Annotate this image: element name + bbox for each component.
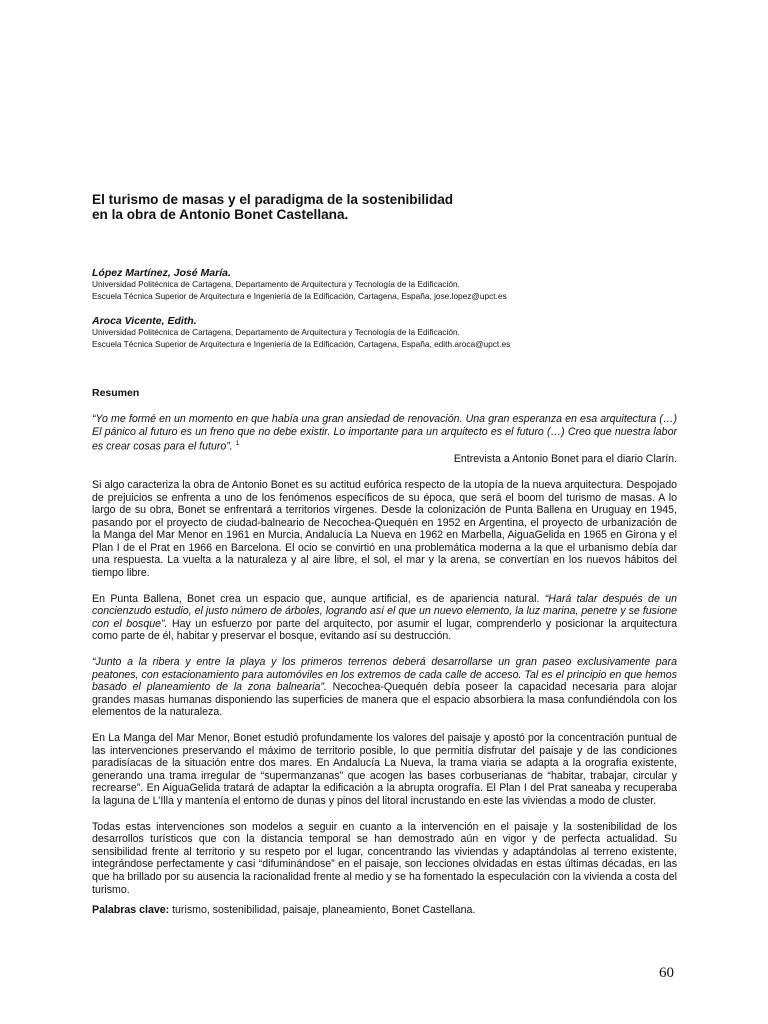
paragraph-text: Hay un esfuerzo por parte del arquitecto, por asumir el lugar, comprenderlo y posicionar la arquitectura como parte de él, habitar y preservar el bosque, evitando así su destrucción.: [92, 617, 677, 643]
paragraph-text: En Punta Ballena, Bonet crea un espacio que, aunque artificial, es de apariencia natural.: [92, 592, 545, 605]
author-name: Aroca Vicente, Edith.: [92, 315, 197, 327]
abstract-paragraph: Todas estas intervenciones son modelos a seguir en cuanto a la intervención en el paisaje y la sostenibilidad de los desarrollos turísticos que con la distancia temporal se han demostrado aún en vigor y de perfecta actualidad. Su sensibilidad frente al territorio y su respeto por el lugar, concentrando las viviendas y adaptándolas al terreno existente, integrándose perfectamente y casi “difuminándose” en el paisaje, son lecciones olvidadas en estas últimas décadas, en las que ha brillado por su ausencia la racionalidad frente al medio y se ha fomentado la especulación con la vivienda a costa del turismo.: [92, 820, 677, 896]
author-block-2: [92, 315, 677, 350]
paragraph-text: Necochea-Quequén debía poseer la capacidad necesaria para alojar grandes masas humanas disponiendo las superficies de manera que el espacio absorbiera la masa confundiéndola con los elementos de la naturaleza.: [92, 681, 677, 719]
abstract-paragraph: Si algo caracteriza la obra de Antonio Bonet es su actitud eufórica respecto de la utopía de la nueva arquitectura. Despojado de prejuicios se enfrenta a uno de los fenómenos específicos de su época, que será el boom del turismo de masas. A lo largo de su obra, Bonet se enfrentará a territorios vírgenes. Desde la colonización de Punta Ballena en Uruguay en 1945, pasando por el proyecto de ciudad-balneario de Necochea-Quequén en 1952 en Argentina, el proyecto de urbanización de la Manga del Mar Menor en 1961 en Murcia, Andalucía La Nueva en 1962 en Marbella, AiguaGelida en 1965 en Girona y el Plan I de el Prat en 1966 en Barcelona. El ocio se convirtió en una problemática moderna a la que el urbanismo debía dar una respuesta. La vuelta a la naturaleza y al aire libre, el sol, el mar y la arena, se convertían en los nuevos hábitos del tiempo libre.: [92, 478, 677, 580]
abstract-heading: Resumen: [92, 387, 140, 399]
author-block-1: [92, 267, 677, 302]
paragraph-quote: “Junto a la ribera y entre la playa y los primeros terrenos deberá desarrollarse un gran paseo exclusivamente para peatones, con estacionamiento para automóviles en los extremos de cada calle de acceso. Tal es el principio en que hemos basado el planeamiento de la zona balnearia”.: [92, 656, 677, 694]
author-affiliation: Universidad Politécnica de Cartagena, Departamento de Arquitectura y Tecnología de la Edificación.: [92, 279, 460, 289]
abstract-paragraph: En La Manga del Mar Menor, Bonet estudió profundamente los valores del paisaje y apostó por la concentración puntual de las intervenciones preservando el máximo de territorio posible, lo que permitía disfrutar del paisaje y de las condiciones paradisíacas de la situación entre dos mares. En Andalucía La Nueva, la trama viaria se adapta a la orografía existente, generando una trama irregular de “supermanzanas” que acogen las bases corbuserianas de “habitar, trabajar, circular y recrearse”. En AiguaGelida tratará de adaptar la edificación a la abrupta orografía. El Plan I del Prat saneaba y recuperaba la laguna de L’Illa y mantenía el entorno de dunas y pinos del litoral incrustando en este las viviendas a modo de cluster.: [92, 732, 677, 807]
epigraph-quote: [92, 413, 677, 453]
abstract-paragraph: [92, 656, 677, 719]
title-line-2: en la obra de Antonio Bonet Castellana.: [92, 207, 349, 222]
author-name: López Martínez, José María.: [92, 267, 231, 279]
paper-page: [92, 192, 677, 917]
paper-title: [92, 192, 677, 222]
epigraph-source: Entrevista a Antonio Bonet para el diario Clarín.: [453, 453, 677, 466]
paragraph-quote: “Hará talar después de un concienzudo estudio, el justo número de árboles, logrando así el que un nuevo elemento, la luz marina, penetre y se fusione con el bosque”.: [92, 592, 677, 630]
author-affiliation: Universidad Politécnica de Cartagena, Departamento de Arquitectura y Tecnología de la Edificación.: [92, 327, 460, 337]
epigraph-text: “Yo me formé en un momento en que había una gran ansiedad de renovación. Una gran esperanza en esa arquitectura (…) El pánico al futuro es un freno que no debe existir. Lo importante para un arquitecto es el futuro (…) Creo que nuestra labor es crear cosas para el futuro”.: [92, 413, 677, 453]
title-line-1: El turismo de masas y el paradigma de la sostenibilidad: [92, 192, 454, 207]
keywords-list: turismo, sostenibilidad, paisaje, planeamiento, Bonet Castellana.: [169, 904, 476, 917]
page-number: 60: [659, 965, 674, 981]
keywords-label: Palabras clave:: [92, 904, 170, 917]
footnote-marker: 1: [235, 440, 240, 448]
abstract-paragraph: [92, 593, 677, 643]
author-affiliation: Escuela Técnica Superior de Arquitectura e Ingeniería de la Edificación, Cartagena, España, edith.aroca@upct.es: [92, 338, 511, 349]
author-affiliation: Escuela Técnica Superior de Arquitectura e Ingeniería de la Edificación, Cartagena, España, jose.lopez@upct.es: [92, 290, 507, 301]
keywords: [92, 904, 677, 917]
